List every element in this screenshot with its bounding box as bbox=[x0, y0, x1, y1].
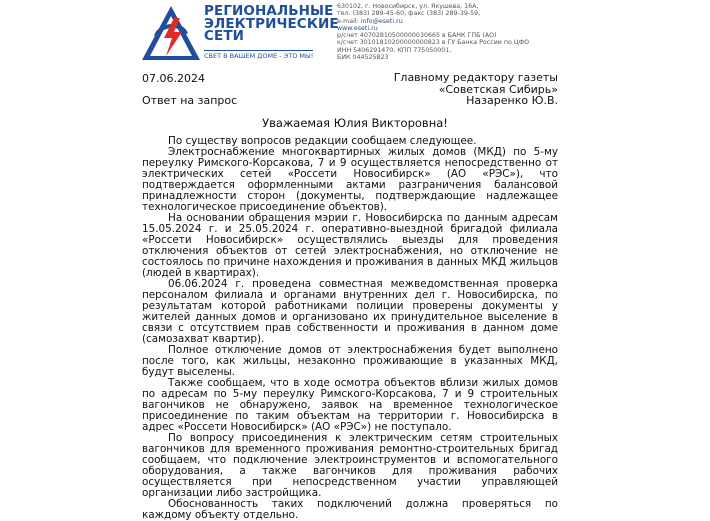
contact-email-prefix: e-mail: bbox=[337, 17, 361, 25]
brand-line-1: РЕГИОНАЛЬНЫЕ bbox=[204, 3, 334, 19]
addressee-line-1: Главному редактору газеты bbox=[393, 71, 558, 84]
paragraph-8: Обоснованность таких подключений должна проверяться по каждому объекту отдельно. bbox=[142, 498, 558, 521]
contact-account: р/счет 40702810500000030665 в БАНК ГПБ (АО) bbox=[337, 32, 497, 40]
contact-site-link[interactable]: www.eseti.ru bbox=[337, 24, 378, 32]
contact-address: 630102, г. Новосибирск, ул. Якушева, 16А, bbox=[337, 3, 479, 10]
brand-block bbox=[204, 5, 339, 62]
addressee-line-2: «Советская Сибирь» bbox=[438, 82, 558, 96]
addressee-block bbox=[394, 72, 558, 107]
contact-email-link[interactable]: info@eseti.ru bbox=[360, 17, 403, 25]
brand-line-3: СЕТИ bbox=[204, 28, 245, 44]
contacts-block bbox=[337, 3, 529, 61]
paragraph-3: На основании обращения мэрии г. Новосибирска по данным адресам 15.05.2024 г. и 25.05.2024 г. оперативно-выездной бригадой филиала «Россети Новосибирск» осуществлялись выезды для проведения отключения объектов от сетей электроснабжения, но отключение не состоялось по причине нахождения и проживания в данных МКД жильцов (людей в квартирах). bbox=[142, 212, 558, 279]
paragraph-4: 06.06.2024 г. проведена совместная межведомственная проверка персоналом филиала и органами внутренних дел г. Новосибирска, по результатам которой работниками полиции проверены документы у жителей данных домов и организовано их принудительное выселение в связи с отсутствием прав собственности и проживания в данном доме (самозахват квартир). bbox=[142, 278, 558, 345]
paragraph-1: По существу вопросов редакции сообщаем следующее. bbox=[168, 135, 477, 147]
contact-email-line bbox=[337, 18, 529, 25]
letter-reference: Ответ на запрос bbox=[142, 94, 238, 107]
paragraph-5: Полное отключение домов от электроснабжения будет выполнено после того, как жильцы, незаконно проживающие в указанных МКД, будут выселены. bbox=[142, 344, 558, 378]
salutation: Уважаемая Юлия Викторовна! bbox=[262, 116, 448, 130]
addressee-line-3: Назаренко Ю.В. bbox=[466, 94, 558, 107]
letter-body bbox=[142, 136, 558, 521]
brand-line-2: ЭЛЕКТРИЧЕСКИЕ bbox=[204, 15, 339, 32]
contact-phone: тел. (383) 289-45-60, факс (383) 289-39-59, bbox=[337, 10, 481, 18]
contact-corr-account: к/счет 30101810200000000823 в ГУ Банка России по ЦФО bbox=[337, 39, 530, 47]
contact-inn-kpp: ИНН 5406291470, КПП 775050001, bbox=[337, 46, 452, 54]
letter-date: 07.06.2024 bbox=[142, 72, 205, 85]
paragraph-7: По вопросу присоединения к электрическим сетям строительных вагончиков для временного проживания ремонтно-строительных бригад сообщаем, что подключение электроинструментов и вспомогательного оборудования, а также вагончиков для проживания рабочих осуществляется при непосредственном участии управляющей организации либо застройщика. bbox=[142, 432, 558, 499]
contact-bik: БИК 044525823 bbox=[337, 54, 389, 62]
paragraph-6: Также сообщаем, что в ходе осмотра объектов вблизи жилых домов по адресам по 5-му переулку Римского-Корсакова, 7 и 9 строительных вагончиков не обнаружено, заявок на временное технологическое присоединение по таким объектам на территории г. Новосибирска в адрес «Россети Новосибирск» (АО «РЭС») не поступало. bbox=[142, 377, 558, 433]
paragraph-2: Электроснабжение многоквартирных жилых домов (МКД) по 5-му переулку Римского-Корсакова, 7 и 9 осуществляется непосредственно от электрических сетей «Россети Новосибирск» (АО «РЭС»), что подтверждается оформленными актами разграничения балансовой принадлежности сторон (документы, подтверждающие надлежащее технологическое присоединение объектов). bbox=[142, 146, 558, 213]
company-emblem-icon bbox=[140, 4, 202, 62]
slogan: СВЕТ В ВАШЕМ ДОМЕ - ЭТО МЫ! bbox=[204, 51, 314, 60]
contact-site-line bbox=[337, 25, 529, 32]
